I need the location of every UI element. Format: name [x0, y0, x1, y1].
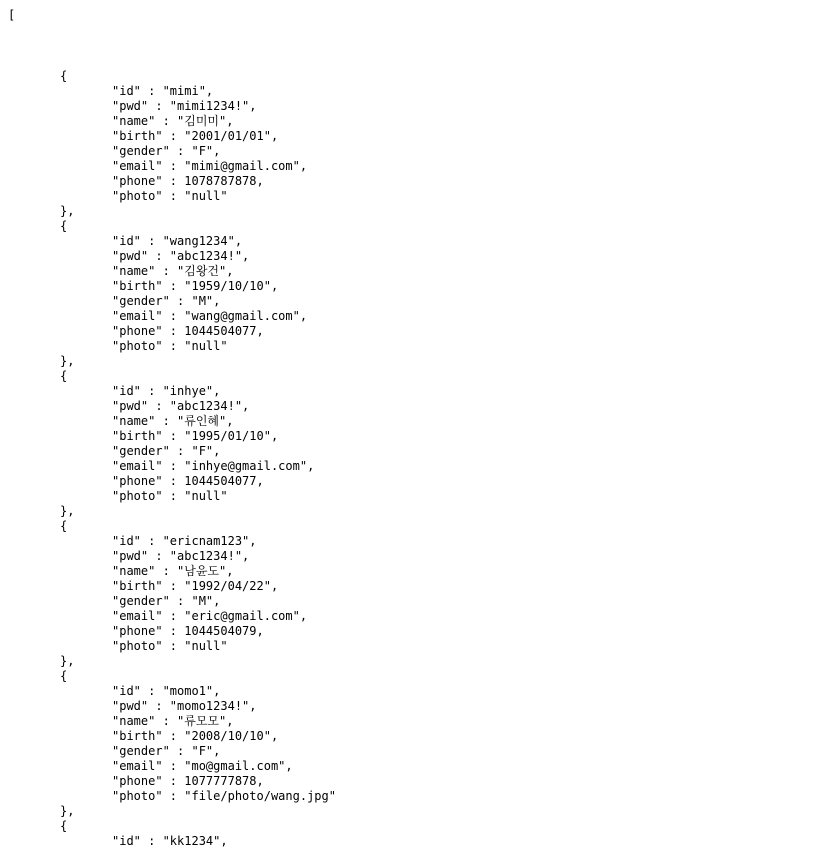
record-field-line: "birth" : "2008/10/10",	[112, 729, 279, 743]
record-field-line: "photo" : "null"	[112, 639, 228, 653]
record-field-line: "id" : "wang1234",	[112, 234, 243, 248]
record-field-line: "birth" : "2001/01/01",	[112, 129, 279, 143]
record-field-line: "gender" : "F",	[112, 744, 221, 758]
record-field-line: "pwd" : "momo1234!",	[112, 699, 257, 713]
record-field-line: "photo" : "null"	[112, 489, 228, 503]
record-open-brace: {	[60, 369, 68, 383]
record-field-line: "name" : "류인혜",	[112, 414, 234, 428]
record-field-line: "id" : "ericnam123",	[112, 534, 257, 548]
record-field-line: "pwd" : "abc1234!",	[112, 549, 250, 563]
record-close-brace: },	[60, 804, 75, 818]
record-field-line: "phone" : 1044504079,	[112, 624, 264, 638]
record-field-line: "email" : "wang@gmail.com",	[112, 309, 308, 323]
record-field-line: "id" : "mimi",	[112, 84, 214, 98]
record-open-brace: {	[60, 519, 68, 533]
record-field-line: "birth" : "1992/04/22",	[112, 579, 279, 593]
record-open-brace: {	[60, 69, 68, 83]
record-field-line: "email" : "eric@gmail.com",	[112, 609, 308, 623]
record-field-line: "photo" : "file/photo/wang.jpg"	[112, 789, 336, 803]
record-open-brace: {	[60, 219, 68, 233]
record-field-line: "gender" : "M",	[112, 594, 221, 608]
record-field-line: "name" : "류모모",	[112, 714, 234, 728]
record-field-line: "id" : "kk1234",	[112, 834, 228, 848]
record-close-brace: },	[60, 504, 75, 518]
record-field-line: "phone" : 1077777878,	[112, 774, 264, 788]
record-field-line: "pwd" : "abc1234!",	[112, 399, 250, 413]
record-field-line: "pwd" : "abc1234!",	[112, 249, 250, 263]
record-field-line: "birth" : "1959/10/10",	[112, 279, 279, 293]
record-field-line: "gender" : "F",	[112, 444, 221, 458]
record-close-brace: },	[60, 654, 75, 668]
record-open-brace: {	[60, 669, 68, 683]
record-close-brace: },	[60, 204, 75, 218]
record-field-line: "email" : "inhye@gmail.com",	[112, 459, 315, 473]
record-field-line: "gender" : "M",	[112, 294, 221, 308]
record-field-line: "birth" : "1995/01/10",	[112, 429, 279, 443]
record-open-brace: {	[60, 819, 68, 833]
record-field-line: "photo" : "null"	[112, 189, 228, 203]
record-field-line: "phone" : 1044504077,	[112, 324, 264, 338]
record-field-line: "pwd" : "mimi1234!",	[112, 99, 257, 113]
record-field-line: "phone" : 1044504077,	[112, 474, 264, 488]
record-field-line: "gender" : "F",	[112, 144, 221, 158]
record-field-line: "email" : "mimi@gmail.com",	[112, 159, 308, 173]
record-field-line: "id" : "inhye",	[112, 384, 221, 398]
record-field-line: "id" : "momo1",	[112, 684, 221, 698]
record-field-line: "email" : "mo@gmail.com",	[112, 759, 293, 773]
record-field-line: "phone" : 1078787878,	[112, 174, 264, 188]
record-field-line: "name" : "김왕건",	[112, 264, 234, 278]
record-field-line: "photo" : "null"	[112, 339, 228, 353]
record-close-brace: },	[60, 354, 75, 368]
open-bracket: [	[8, 8, 16, 22]
record-field-line: "name" : "김미미",	[112, 114, 234, 128]
record-field-line: "name" : "남윤도",	[112, 564, 234, 578]
